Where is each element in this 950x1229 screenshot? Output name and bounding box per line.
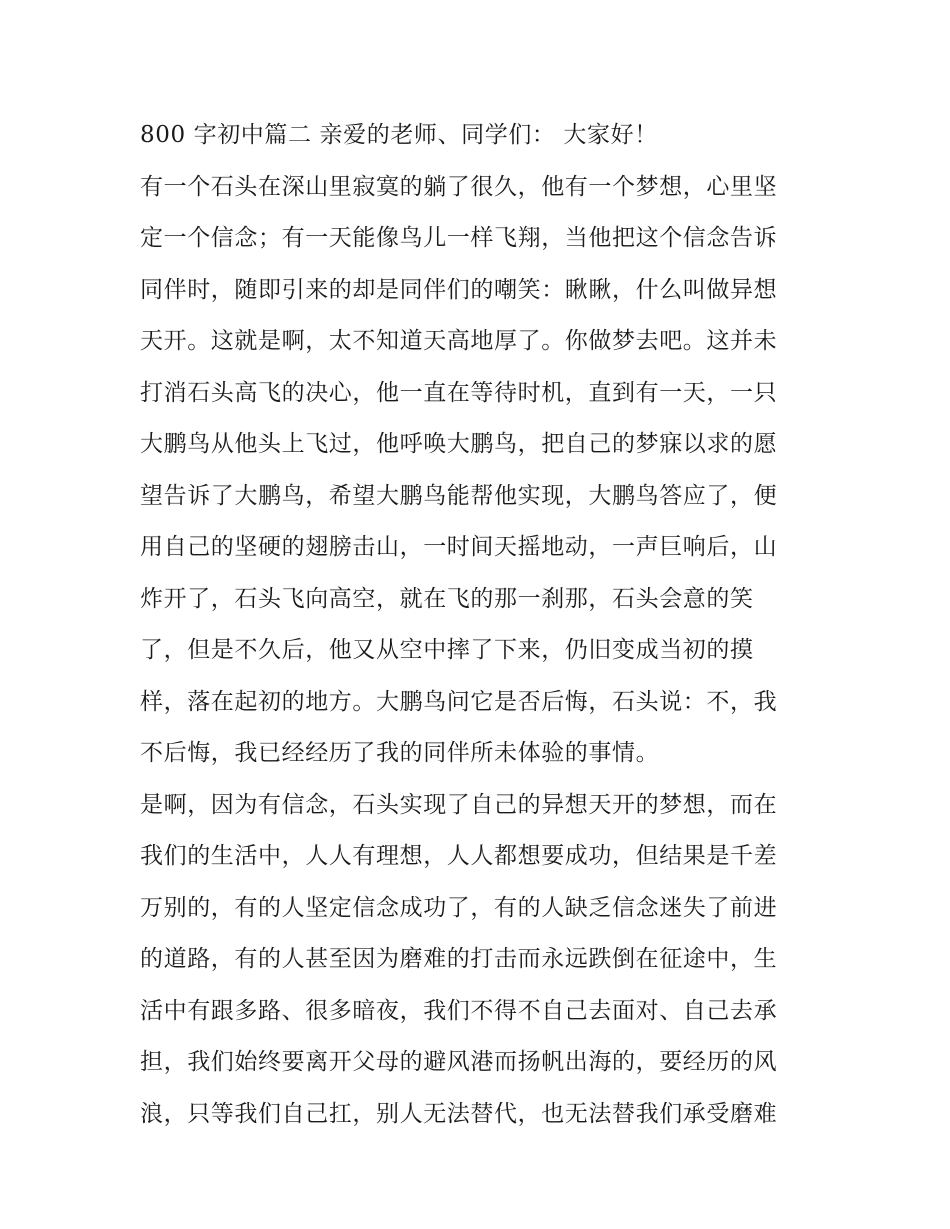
text-line: 我们的生活中，人人有理想，人人都想要成功，但结果是千差 <box>140 843 778 869</box>
text-line: 样，落在起初的地方。大鹏鸟问它是否后悔，石头说：不，我 <box>140 688 778 715</box>
text-line: 同伴时，随即引来的却是同伴们的嘲笑：瞅瞅，什么叫做异想 <box>140 276 778 303</box>
text-line: 有一个石头在深山里寂寞的躺了很久，他有一个梦想，心里坚 <box>140 173 778 200</box>
text-line: 的道路，有的人甚至因为磨难的打击而永远跌倒在征途中，生 <box>140 946 778 972</box>
text-line: 大鹏鸟从他头上飞过，他呼唤大鹏鸟，把自己的梦寐以求的愿 <box>140 431 778 457</box>
text-line: 是啊，因为有信念，石头实现了自己的异想天开的梦想，而在 <box>140 791 778 818</box>
text-line: 望告诉了大鹏鸟，希望大鹏鸟能帮他实现，大鹏鸟答应了，便 <box>140 482 778 509</box>
essay-text <box>140 110 820 1140</box>
text-line: 不后悔，我已经经历了我的同伴所未体验的事情。 <box>140 740 660 766</box>
text-line: 活中有跟多路、很多暗夜，我们不得不自己去面对、自己去承 <box>140 997 778 1024</box>
text-line: 万别的，有的人坚定信念成功了，有的人缺乏信念迷失了前进 <box>140 894 778 921</box>
text-line: 天开。这就是啊，太不知道天高地厚了。你做梦去吧。这并未 <box>140 328 778 354</box>
text-line: 800 字初中篇二 亲爱的老师、同学们： 大家好！ <box>140 122 658 148</box>
text-line: 打消石头高飞的决心，他一直在等待时机，直到有一天，一只 <box>140 379 778 406</box>
text-line: 用自己的坚硬的翅膀击山，一时间天摇地动，一声巨响后，山 <box>140 534 778 560</box>
text-line: 担，我们始终要离开父母的避风港而扬帆出海的，要经历的风 <box>140 1049 778 1075</box>
text-line: 定一个信念；有一天能像鸟儿一样飞翔，当他把这个信念告诉 <box>140 225 778 251</box>
text-line: 炸开了，石头飞向高空，就在飞的那一刹那，石头会意的笑 <box>140 585 754 612</box>
text-line: 了，但是不久后，他又从空中摔了下来，仍旧变成当初的摸 <box>140 637 754 663</box>
text-line: 浪，只等我们自己扛，别人无法替代，也无法替我们承受磨难 <box>140 1100 778 1127</box>
